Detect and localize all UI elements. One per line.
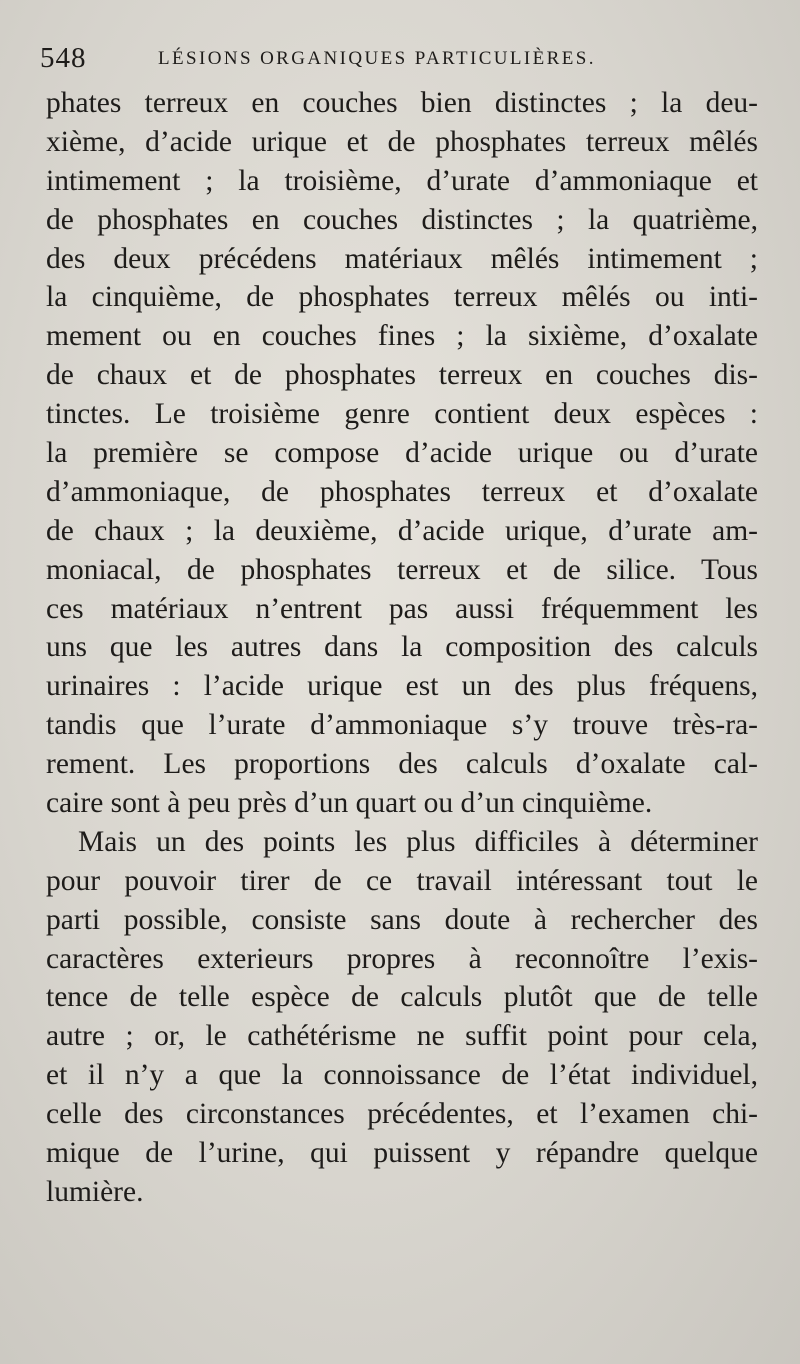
text-line: parti possible, consiste sans doute à rechercher des xyxy=(46,903,758,936)
text-line: la cinquième, de phosphates terreux mêlés ou inti- xyxy=(46,281,758,314)
text-line: moniacal, de phosphates terreux et de silice. Tous xyxy=(46,553,758,586)
text-line: tinctes. Le troisième genre contient deux espèces : xyxy=(46,398,758,431)
text-line: phates terreux en couches bien distinctes ; la deu- xyxy=(46,87,758,119)
body-text xyxy=(46,84,758,1212)
text-line: d’ammoniaque, de phosphates terreux et d’oxalate xyxy=(46,475,758,508)
text-line: intimement ; la troisième, d’urate d’ammoniaque et xyxy=(46,164,758,197)
page-number: 548 xyxy=(40,42,87,74)
text-line: et il n’y a que la connoissance de l’état individuel, xyxy=(46,1059,758,1092)
text-line: de chaux et de phosphates terreux en couches dis- xyxy=(46,359,758,392)
text-line: ces matériaux n’entrent pas aussi fréquemment les xyxy=(46,592,758,625)
text-line: de chaux ; la deuxième, d’acide urique, d’urate am- xyxy=(46,514,758,547)
text-line: autre ; or, le cathétérisme ne suffit point pour cela, xyxy=(46,1020,758,1053)
text-line: la première se compose d’acide urique ou d’urate xyxy=(46,437,758,470)
text-line: uns que les autres dans la composition des calculs xyxy=(46,631,758,664)
text-line: lumière. xyxy=(46,1175,144,1208)
page-header xyxy=(40,42,760,78)
text-line: tandis que l’urate d’ammoniaque s’y trouve très-ra- xyxy=(46,709,758,742)
text-line: xième, d’acide urique et de phosphates terreux mêlés xyxy=(46,125,758,158)
text-line: mement ou en couches fines ; la sixième, d’oxalate xyxy=(46,320,758,353)
text-line: caire sont à peu près d’un quart ou d’un cinquième. xyxy=(46,787,653,820)
text-line: des deux précédens matériaux mêlés intimement ; xyxy=(46,242,758,275)
text-line: celle des circonstances précédentes, et l’examen chi- xyxy=(46,1098,758,1131)
text-line: pour pouvoir tirer de ce travail intéressant tout le xyxy=(46,864,758,897)
paragraph-start-line: Mais un des points les plus difficiles à déterminer xyxy=(78,825,758,858)
text-line: rement. Les proportions des calculs d’oxalate cal- xyxy=(46,748,758,781)
running-title: LÉSIONS ORGANIQUES PARTICULIÈRES. xyxy=(158,48,596,69)
text-line: de phosphates en couches distinctes ; la quatrième, xyxy=(46,203,758,236)
text-line: tence de telle espèce de calculs plutôt que de telle xyxy=(46,981,758,1014)
text-line: mique de l’urine, qui puissent y répandre quelque xyxy=(46,1137,758,1170)
text-line: urinaires : l’acide urique est un des plus fréquens, xyxy=(46,670,758,703)
text-line: caractères exterieurs propres à reconnoître l’exis- xyxy=(46,942,758,975)
